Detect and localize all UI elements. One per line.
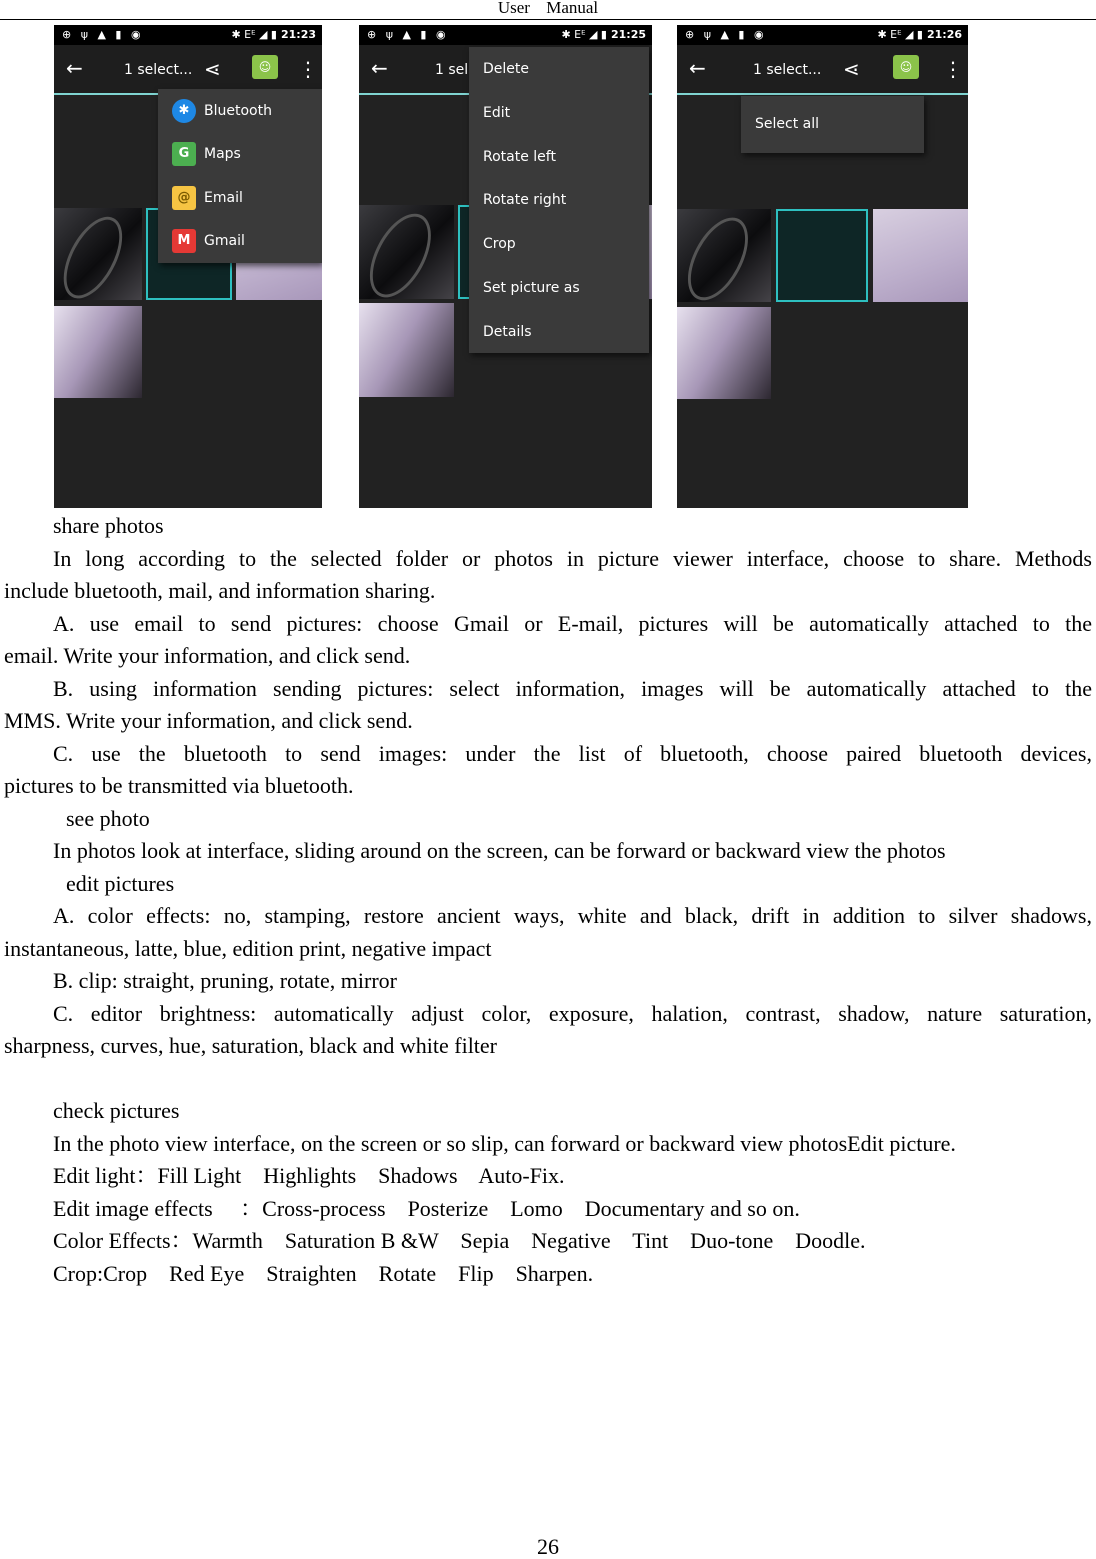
manual-body — [0, 510, 1096, 1295]
status-signal-icons: ✱ Eᴱ ◢ ▮ — [561, 28, 607, 41]
share-icon[interactable]: ⋖ — [204, 57, 221, 81]
paragraph-line: B. clip: straight, pruning, rotate, mirror — [53, 968, 397, 993]
messaging-icon[interactable]: ☺ — [893, 55, 919, 79]
photo-thumbnail-selected[interactable] — [776, 209, 868, 302]
clock: 21:25 — [610, 28, 646, 41]
share-icon[interactable]: ⋖ — [843, 57, 860, 81]
crop-line: Crop:Crop Red Eye Straighten Rotate Flip Sharpen. — [53, 1260, 594, 1286]
gmail-icon: M — [172, 229, 196, 253]
status-icons: ⊕ ψ ▲ ▮ ◉ — [685, 28, 767, 41]
back-arrow-icon[interactable]: ← — [371, 56, 388, 80]
overflow-menu — [469, 47, 649, 353]
status-bar — [359, 25, 652, 45]
menu-item-rotate-right[interactable]: Rotate right — [483, 192, 567, 208]
action-bar — [54, 45, 322, 95]
paragraph-line: In photos look at interface, sliding around on the screen, can be forward or backward view the photos — [53, 838, 946, 863]
share-option-email[interactable] — [172, 176, 243, 220]
share-option-bluetooth[interactable] — [172, 89, 272, 133]
edit-light-line: Edit light：Fill Light Highlights Shadows Auto-Fix. — [53, 1163, 565, 1188]
photo-thumbnail[interactable] — [677, 209, 771, 302]
share-option-gmail[interactable] — [172, 219, 245, 263]
menu-label: Maps — [204, 146, 241, 162]
screenshot-share-menu — [54, 25, 322, 508]
status-right — [561, 25, 646, 45]
header-left: User — [497, 0, 530, 17]
menu-item-delete[interactable]: Delete — [483, 61, 529, 77]
paragraph-line: instantaneous, latte, blue, edition print, negative impact — [4, 935, 492, 961]
menu-item-details[interactable]: Details — [483, 324, 532, 340]
email-icon: @ — [172, 186, 196, 210]
back-arrow-icon[interactable]: ← — [689, 56, 706, 80]
paragraph-line: C. editor brightness: automatically adjust color, exposure, halation, contrast, shadow, nature saturation, — [53, 1000, 1092, 1026]
paragraph-line: In the photo view interface, on the screen or so slip, can forward or backward view photosEdit picture. — [53, 1130, 956, 1156]
paragraph-line: sharpness, curves, hue, saturation, black and white filter — [4, 1033, 498, 1058]
more-options-icon[interactable]: ⋮ — [298, 57, 318, 81]
paragraph-line: A. color effects: no, stamping, restore ancient ways, white and black, drift in addition to silver shadows, — [53, 903, 1092, 928]
section-heading-share-photos: share photos — [53, 513, 164, 538]
selection-count[interactable]: 1 sel — [435, 62, 469, 78]
menu-item-set-picture-as[interactable]: Set picture as — [483, 280, 580, 296]
menu-item-select-all[interactable]: Select all — [755, 116, 819, 132]
back-arrow-icon[interactable]: ← — [66, 56, 83, 80]
selection-count[interactable]: 1 select... — [124, 62, 193, 78]
overflow-menu — [741, 96, 924, 153]
photo-thumbnail[interactable] — [359, 303, 454, 397]
section-heading-check-pictures: check pictures — [53, 1098, 180, 1123]
action-bar — [677, 45, 968, 95]
photo-thumbnail[interactable] — [677, 307, 771, 399]
header-right: Manual — [546, 0, 599, 17]
paragraph-line: B. using information sending pictures: select information, images will be automatically attached to the — [53, 675, 1092, 701]
paragraph-line: A. use email to send pictures: choose Gmail or E-mail, pictures will be automatically attached to the — [53, 610, 1092, 636]
clock: 21:23 — [280, 28, 316, 41]
clock: 21:26 — [926, 28, 962, 41]
menu-label: Gmail — [204, 233, 245, 249]
status-icons: ⊕ ψ ▲ ▮ ◉ — [62, 28, 144, 41]
paragraph-line: email. Write your information, and click send. — [4, 643, 411, 668]
status-right — [877, 25, 962, 45]
photo-thumbnail[interactable] — [54, 208, 142, 300]
more-options-icon[interactable]: ⋮ — [943, 57, 963, 81]
bluetooth-icon: ✱ — [172, 99, 196, 123]
status-right — [231, 25, 316, 45]
paragraph-line: pictures to be transmitted via bluetooth. — [4, 773, 354, 798]
color-effects-line: Color Effects：Warmth Saturation B &W Sepia Negative Tint Duo-tone Doodle. — [53, 1228, 866, 1253]
status-signal-icons: ✱ Eᴱ ◢ ▮ — [877, 28, 923, 41]
section-heading-see-photo: see photo — [66, 805, 150, 831]
share-menu — [158, 89, 322, 263]
paragraph-line: C. use the bluetooth to send images: under the list of bluetooth, choose paired bluetooth devices, — [53, 740, 1092, 766]
status-icons: ⊕ ψ ▲ ▮ ◉ — [367, 28, 449, 41]
section-heading-edit-pictures: edit pictures — [66, 870, 175, 896]
menu-item-edit[interactable]: Edit — [483, 105, 511, 121]
paragraph-line: include bluetooth, mail, and information sharing. — [4, 578, 436, 603]
screenshot-overflow-menu — [359, 25, 652, 508]
menu-label: Email — [204, 190, 243, 206]
photo-thumbnail[interactable] — [54, 306, 142, 398]
edit-image-effects-line: Edit image effects ：Cross-process Posterize Lomo Documentary and so on. — [53, 1195, 800, 1221]
selection-count[interactable]: 1 select... — [753, 62, 822, 78]
menu-item-crop[interactable]: Crop — [483, 236, 516, 252]
status-bar — [54, 25, 322, 45]
maps-icon: G — [172, 142, 196, 166]
menu-label: Bluetooth — [204, 103, 272, 119]
page-header — [0, 0, 1096, 20]
status-signal-icons: ✱ Eᴱ ◢ ▮ — [231, 28, 277, 41]
paragraph-line: In long according to the selected folder or photos in picture viewer interface, choose to share. Methods — [53, 545, 1092, 571]
photo-thumbnail[interactable] — [873, 209, 968, 302]
screenshot-select-all — [677, 25, 968, 508]
paragraph-line: MMS. Write your information, and click send. — [4, 708, 413, 733]
status-bar — [677, 25, 968, 45]
photo-thumbnail[interactable] — [359, 205, 454, 299]
messaging-icon[interactable]: ☺ — [252, 55, 278, 79]
share-option-maps[interactable] — [172, 132, 241, 176]
menu-item-rotate-left[interactable]: Rotate left — [483, 149, 556, 165]
page-number: 26 — [537, 1534, 559, 1559]
